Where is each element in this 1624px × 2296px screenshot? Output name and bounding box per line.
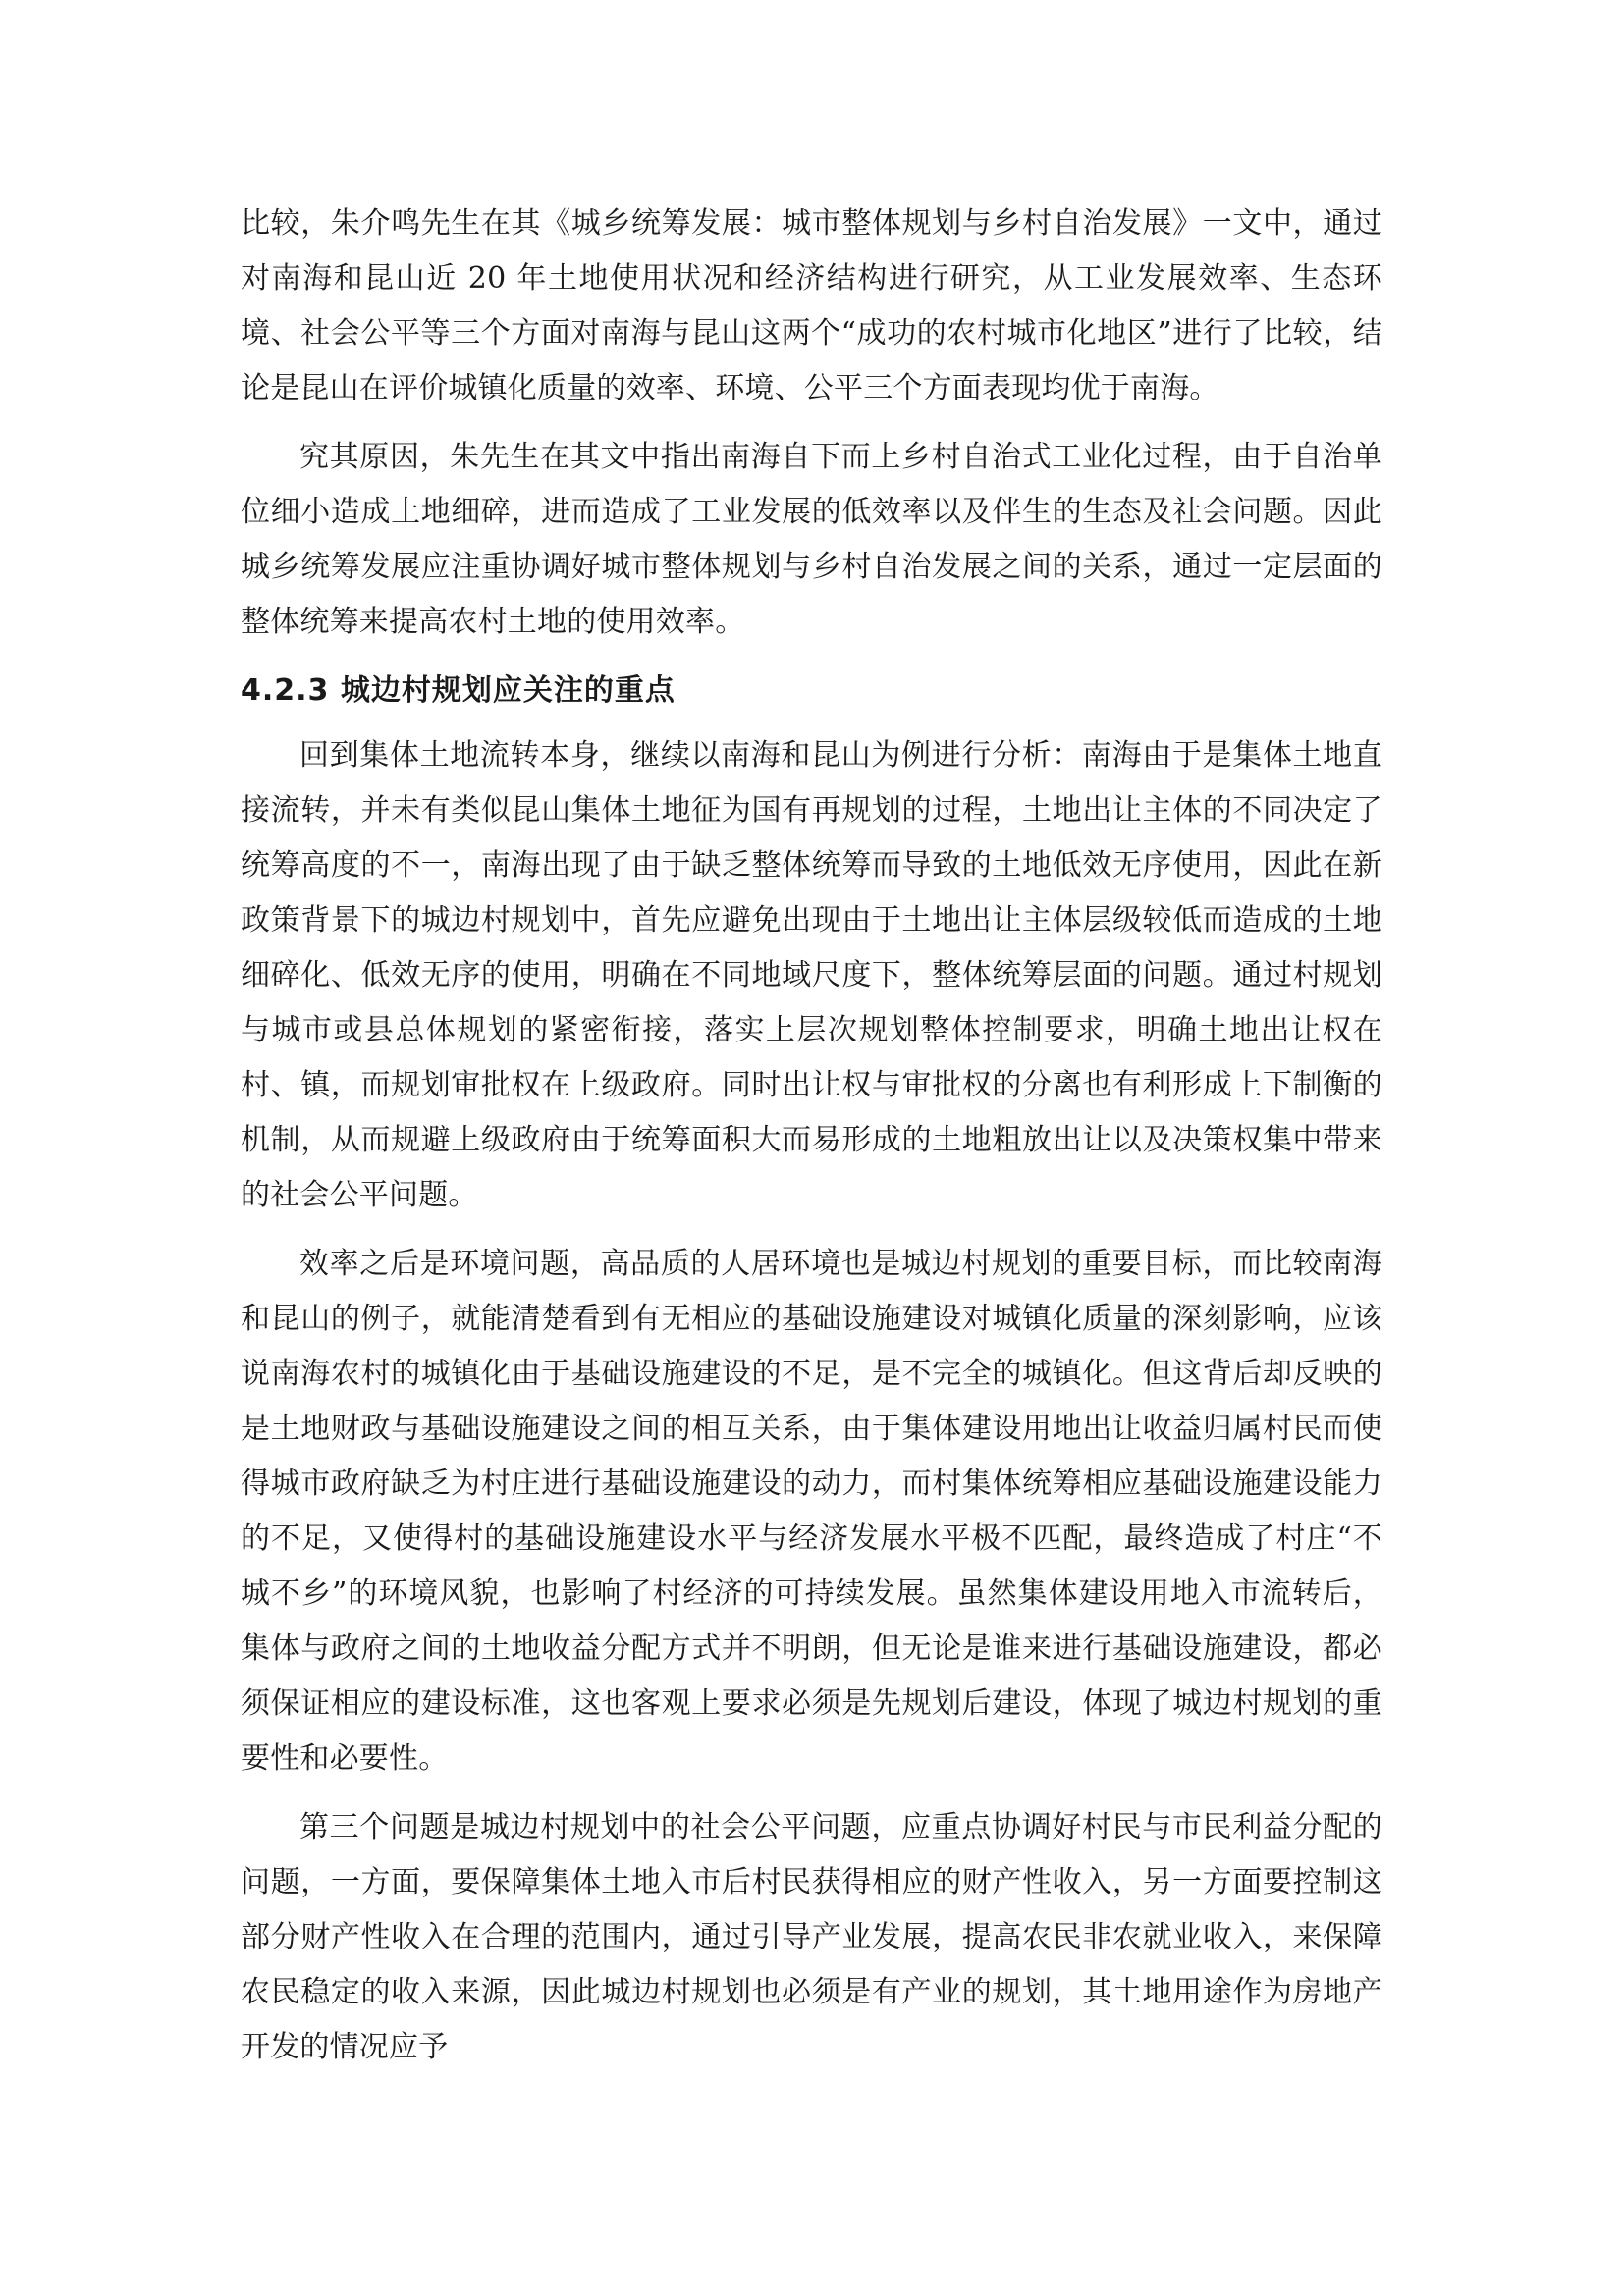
section-heading: 4.2.3 城边村规划应关注的重点: [241, 673, 676, 708]
paragraph-cause-analysis: 究其原因，朱先生在其文中指出南海自下而上乡村自治式工业化过程，由于自治单位细小造成土地细碎，进而造成了工业发展的低效率以及伴生的生态及社会问题。因此城乡统筹发展应注重协调好城市整体规划与乡村自治发展之间的关系，通过一定层面的整体统筹来提高农村土地的使用效率。: [241, 440, 1382, 639]
paragraph-social-equity: 第三个问题是城边村规划中的社会公平问题，应重点协调好村民与市民利益分配的问题，一方面，要保障集体土地入市后村民获得相应的财产性收入，另一方面要控制这部分财产性收入在合理的范围内，通过引导产业发展，提高农民非农就业收入，来保障农民稳定的收入来源，因此城边村规划也必须是有产业的规划，其土地用途作为房地产开发的情况应予: [241, 1810, 1382, 2064]
paragraph-comparison-conclusion: 比较，朱介鸣先生在其《城乡统筹发展：城市整体规划与乡村自治发展》一文中，通过对南海和昆山近 20 年土地使用状况和经济结构进行研究，从工业发展效率、生态环境、社会公平等三个方面对南海与昆山这两个“成功的农村城市化地区”进行了比较，结论是昆山在评价城镇化质量的效率、环境、公平三个方面表现均优于南海。: [241, 206, 1382, 405]
paragraph-land-transfer: 回到集体土地流转本身，继续以南海和昆山为例进行分析：南海由于是集体土地直接流转，并未有类似昆山集体土地征为国有再规划的过程，土地出让主体的不同决定了统筹高度的不一，南海出现了由于缺乏整体统筹而导致的土地低效无序使用，因此在新政策背景下的城边村规划中，首先应避免出现由于土地出让主体层级较低而造成的土地细碎化、低效无序的使用，明确在不同地域尺度下，整体统筹层面的问题。通过村规划与城市或县总体规划的紧密衔接，落实上层次规划整体控制要求，明确土地出让权在村、镇，而规划审批权在上级政府。同时出让权与审批权的分离也有利形成上下制衡的机制，从而规避上级政府由于统筹面积大而易形成的土地粗放出让以及决策权集中带来的社会公平问题。: [241, 738, 1382, 1212]
document-page: [241, 196, 1382, 2089]
paragraph-environment: 效率之后是环境问题，高品质的人居环境也是城边村规划的重要目标，而比较南海和昆山的例子，就能清楚看到有无相应的基础设施建设对城镇化质量的深刻影响，应该说南海农村的城镇化由于基础设施建设的不足，是不完全的城镇化。但这背后却反映的是土地财政与基础设施建设之间的相互关系，由于集体建设用地出让收益归属村民而使得城市政府缺乏为村庄进行基础设施建设的动力，而村集体统筹相应基础设施建设能力的不足，又使得村的基础设施建设水平与经济发展水平极不匹配，最终造成了村庄“不城不乡”的环境风貌，也影响了村经济的可持续发展。虽然集体建设用地入市流转后，集体与政府之间的土地收益分配方式并不明朗，但无论是谁来进行基础设施建设，都必须保证相应的建设标准，这也客观上要求必须是先规划后建设，体现了城边村规划的重要性和必要性。: [241, 1247, 1382, 1776]
